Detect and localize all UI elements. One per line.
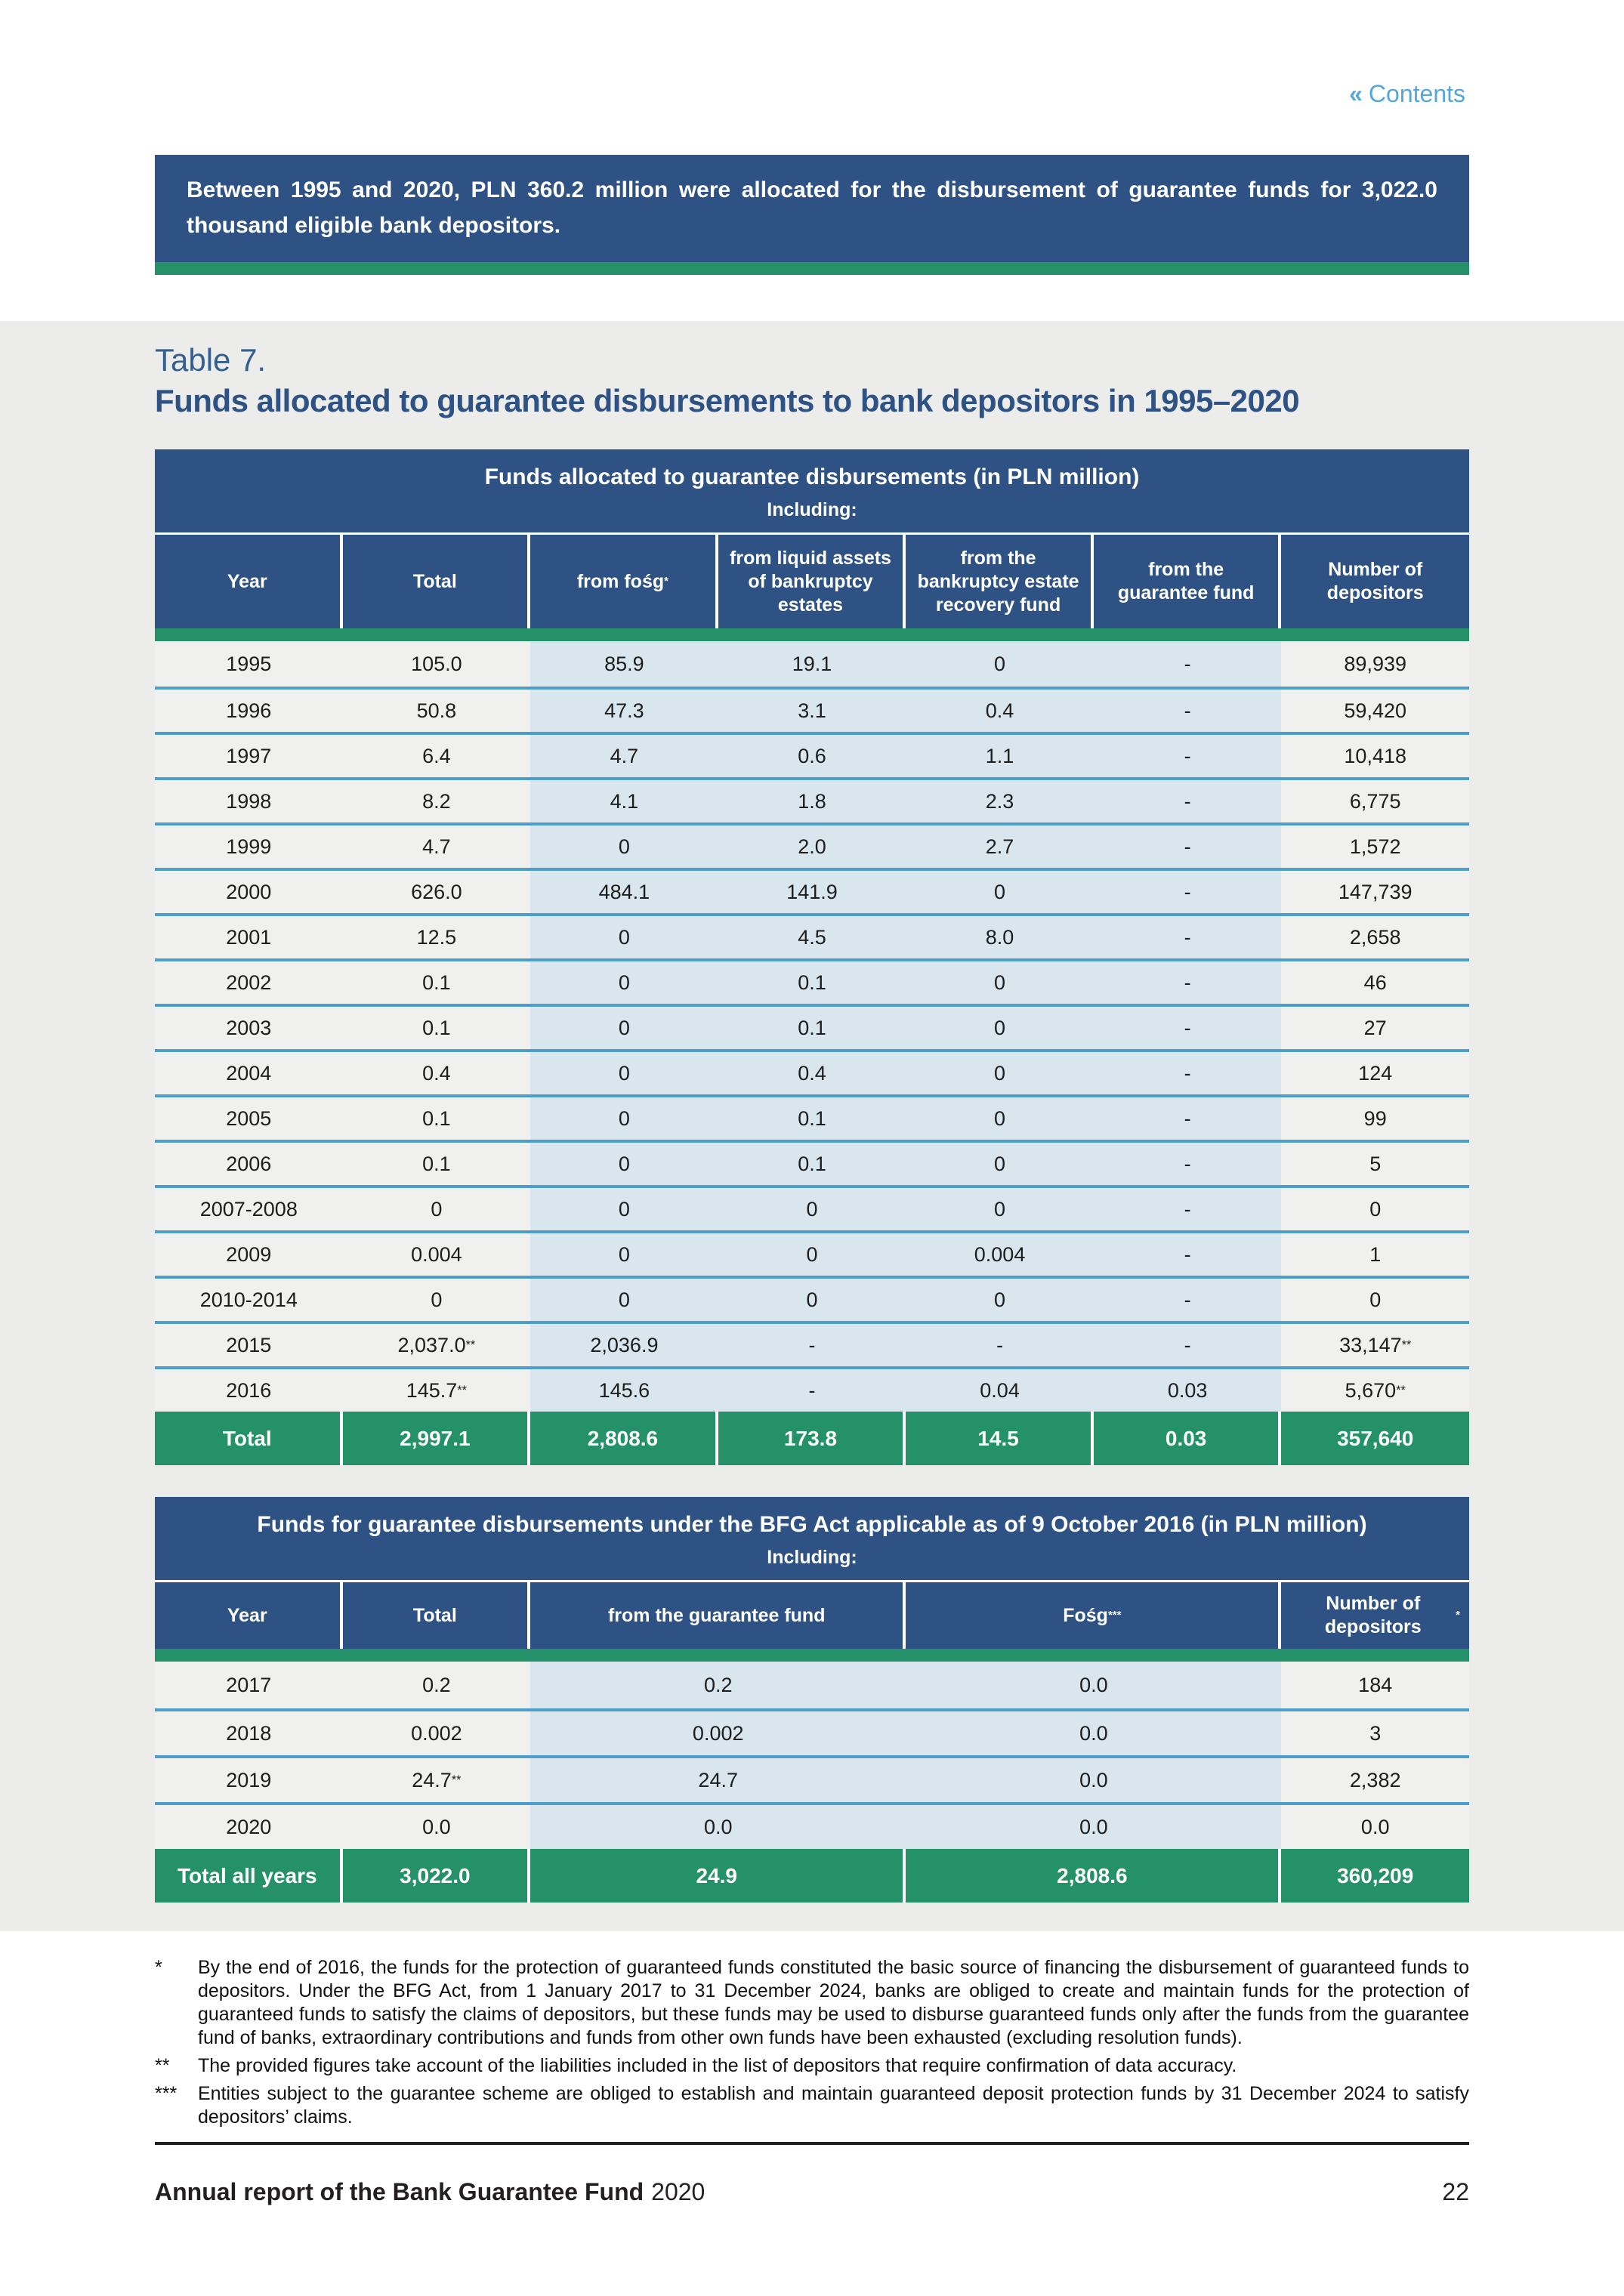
table-cell: 1999 [155,826,343,868]
table-cell: 3 [1281,1711,1469,1755]
table-row [155,1276,1469,1321]
table-cell: 2019 [155,1758,343,1802]
table-cell: 0.1 [343,1007,531,1049]
footnote [155,1956,1469,2050]
table-cell: 1996 [155,690,343,732]
table-cell: - [1094,1188,1282,1230]
table-cell: 10,418 [1281,735,1469,777]
table-cell: 1997 [155,735,343,777]
table-cell: 0 [530,1007,718,1049]
table-cell: 2006 [155,1143,343,1185]
total-cell: 2,997.1 [343,1412,531,1465]
table-cell: 184 [1281,1662,1469,1708]
table-cell: 4.5 [718,916,906,958]
table-cell: 2002 [155,961,343,1004]
table-cell: 0.0 [530,1805,906,1849]
table-cell: 33,147 ** [1281,1324,1469,1366]
total-cell: 0.03 [1094,1412,1282,1465]
table-cell: 89,939 [1281,641,1469,687]
table-row [155,1321,1469,1366]
table-cell: - [1094,871,1282,913]
table-cell: 0.1 [343,961,531,1004]
table-cell: 0 [906,1052,1094,1094]
total-cell: 2,808.6 [906,1849,1281,1903]
table2-header-row [155,1582,1469,1649]
table-cell: 6.4 [343,735,531,777]
table-cell: 19.1 [718,641,906,687]
table-cell: 147,739 [1281,871,1469,913]
total-cell: 24.9 [530,1849,906,1903]
table-cell: 0.0 [343,1805,531,1849]
footer-report-title: Annual report of the Bank Guarantee Fund [155,2178,644,2205]
table-cell: 2.3 [906,780,1094,822]
column-header: from the bankruptcy estate recovery fund [906,535,1094,628]
column-header: Year [155,1582,343,1649]
table-cell: 0 [530,916,718,958]
total-cell: 14.5 [906,1412,1094,1465]
table-cell: - [1094,1279,1282,1321]
table-cell: 6,775 [1281,780,1469,822]
table-row [155,1140,1469,1185]
table-cell: 2010-2014 [155,1279,343,1321]
footnote [155,2082,1469,2129]
table-cell: 85.9 [530,641,718,687]
table-cell: - [718,1369,906,1412]
table-cell: 24.7 [530,1758,906,1802]
table-cell: 0 [530,1188,718,1230]
table-cell: 0.1 [718,1097,906,1140]
table-cell: 484.1 [530,871,718,913]
table1-title: Funds allocated to guarantee disbursements (in PLN million) [484,464,1140,489]
table-cell: 0.4 [718,1052,906,1094]
table-cell: 0.002 [530,1711,906,1755]
column-header: Number of depositors * [1281,1582,1469,1649]
column-header: from liquid assets of bankruptcy estates [718,535,906,628]
table2-accent-bar [155,1649,1469,1662]
table-cell: 0.0 [1281,1805,1469,1849]
table-cell: - [1094,780,1282,822]
table-cell: - [1094,1233,1282,1276]
table1-body [155,641,1469,1412]
column-header: Fośg *** [906,1582,1281,1649]
table-cell: 4.7 [343,826,531,868]
table-cell: 2000 [155,871,343,913]
table-cell: 0.2 [343,1662,531,1708]
table1-including-label: Including: [767,499,857,520]
table-cell: 0.6 [718,735,906,777]
table-cell: 0 [718,1233,906,1276]
table-cell: 0 [906,871,1094,913]
table-cell: 0 [906,1188,1094,1230]
footer-year: 2020 [651,2178,705,2205]
total-cell: Total [155,1412,343,1465]
table-row [155,1755,1469,1802]
table-cell: 2009 [155,1233,343,1276]
table-cell: 145.7 ** [343,1369,531,1412]
table-cell: 50.8 [343,690,531,732]
table-cell: 2,036.9 [530,1324,718,1366]
footnote-marker: *** [155,2083,178,2104]
table-cell: 0.004 [906,1233,1094,1276]
table-cell: 0.4 [343,1052,531,1094]
table1-title-band [155,449,1469,535]
table-cell: - [1094,735,1282,777]
table-cell: 0 [906,1279,1094,1321]
table-cell: - [1094,1052,1282,1094]
footnote-text: By the end of 2016, the funds for the protection of guaranteed funds constituted the basic source of financing the disbursement of guaranteed funds to depositors. Under the BFG Act, from 1 January 2017 to 31 December 2024, banks are obliged to create and maintain funds for the protection of guaranteed funds to satisfy the claims of depositors, but these funds may be used to disburse guaranteed funds only after the funds from the guarantee fund of banks, extraordinary contributions and funds from other own funds have been exhausted (excluding resolution funds). [198,1957,1469,2048]
table-row [155,1802,1469,1849]
table-cell: 0 [718,1279,906,1321]
table-cell: 47.3 [530,690,718,732]
table-cell: - [1094,641,1282,687]
table-cell: 0.2 [530,1662,906,1708]
table-number-label: Table 7. [155,342,267,378]
table-cell: 0 [530,1233,718,1276]
table-row [155,1366,1469,1412]
table-cell: 0.1 [343,1143,531,1185]
table-cell: 0 [906,1007,1094,1049]
table-cell: 0.0 [906,1758,1281,1802]
table-cell: 0.1 [718,1007,906,1049]
total-cell: 360,209 [1281,1849,1469,1903]
table-cell: - [1094,690,1282,732]
table-cell: 1 [1281,1233,1469,1276]
section-title: Funds allocated to guarantee disbursements to bank depositors in 1995–2020 [155,383,1300,418]
table-cell: 2005 [155,1097,343,1140]
table-cell: 24.7 ** [343,1758,531,1802]
table-cell: 46 [1281,961,1469,1004]
table-cell: 0.1 [718,1143,906,1185]
column-header: Number of depositors [1281,535,1469,628]
footer-divider [155,2142,1469,2145]
table-cell: 2015 [155,1324,343,1366]
table-row [155,913,1469,958]
table-cell: 0.04 [906,1369,1094,1412]
table-cell: 8.0 [906,916,1094,958]
table-cell: 145.6 [530,1369,718,1412]
contents-link[interactable] [1349,80,1465,108]
highlight-banner [155,155,1469,275]
table-cell: 124 [1281,1052,1469,1094]
table-row [155,777,1469,822]
footnote [155,2054,1469,2078]
table-row [155,1662,1469,1708]
table-cell: - [718,1324,906,1366]
table-row [155,1004,1469,1049]
table-cell: 0 [530,961,718,1004]
table-cell: 0 [906,641,1094,687]
footnote-text: Entities subject to the guarantee scheme are obliged to establish and maintain guaranteed deposit protection funds by 31 December 2024 to satisfy depositors’ claims. [198,2083,1469,2128]
column-header: Year [155,535,343,628]
table-row [155,1230,1469,1276]
table-cell: 2003 [155,1007,343,1049]
table-cell: 99 [1281,1097,1469,1140]
table-row [155,868,1469,913]
table-cell: 0.0 [906,1711,1281,1755]
table-cell: 0 [1281,1279,1469,1321]
table2-title-band [155,1497,1469,1582]
table-cell: 0 [718,1188,906,1230]
table-cell: 0.0 [906,1805,1281,1849]
total-cell: 2,808.6 [530,1412,718,1465]
table-row [155,732,1469,777]
footnote-marker: ** [155,2055,170,2076]
banner-text: Between 1995 and 2020, PLN 360.2 million were allocated for the disbursement of guarantee funds for 3,022.0 thousand eligible bank depositors. [155,155,1469,262]
table-cell: 141.9 [718,871,906,913]
table-cell: 2017 [155,1662,343,1708]
table-cell: 1998 [155,780,343,822]
total-cell: 173.8 [718,1412,906,1465]
table-cell: 2020 [155,1805,343,1849]
table-cell: 0 [530,1279,718,1321]
table-cell: 0.0 [906,1662,1281,1708]
table-cell: 2004 [155,1052,343,1094]
table1-total-row [155,1412,1469,1465]
table-cell: 0.4 [906,690,1094,732]
table-cell: 0.004 [343,1233,531,1276]
table2-including-label: Including: [767,1547,857,1568]
table2-body [155,1662,1469,1849]
table-row [155,958,1469,1004]
table1-accent-bar [155,628,1469,641]
total-cell: 3,022.0 [343,1849,531,1903]
table-row [155,1185,1469,1230]
table-cell: - [906,1324,1094,1366]
table-row [155,1049,1469,1094]
table-cell: - [1094,1007,1282,1049]
column-header: Total [343,535,531,628]
table-cell: 4.1 [530,780,718,822]
content-section [0,321,1624,1931]
table-cell: 12.5 [343,916,531,958]
table-funds-bfg-act [155,1497,1469,1903]
table-row [155,1094,1469,1140]
table-cell: 626.0 [343,871,531,913]
table-cell: 3.1 [718,690,906,732]
table-cell: 0 [906,1097,1094,1140]
table1-header-row [155,535,1469,628]
total-cell: 357,640 [1281,1412,1469,1465]
table-cell: - [1094,916,1282,958]
table-cell: 0 [343,1279,531,1321]
table-cell: 0 [906,961,1094,1004]
table-cell: 0 [343,1188,531,1230]
column-header: Total [343,1582,531,1649]
table-cell: 2,037.0 ** [343,1324,531,1366]
table-cell: 2016 [155,1369,343,1412]
banner-accent-bar [155,262,1469,275]
table-cell: 2,658 [1281,916,1469,958]
table-cell: 0 [530,1097,718,1140]
column-header: from fośg * [530,535,718,628]
table-cell: 8.2 [343,780,531,822]
column-header: from the guarantee fund [530,1582,906,1649]
table-cell: 0.1 [718,961,906,1004]
double-chevron-left-icon: « [1349,80,1361,107]
table-cell: 2.0 [718,826,906,868]
table-cell: 0.1 [343,1097,531,1140]
column-header: from the guarantee fund [1094,535,1282,628]
table-cell: 2.7 [906,826,1094,868]
table-row [155,687,1469,732]
table-cell: - [1094,961,1282,1004]
page-number: 22 [1442,2178,1469,2205]
table-cell: 59,420 [1281,690,1469,732]
table-cell: 2007-2008 [155,1188,343,1230]
table-funds-1995-2020 [155,449,1469,1465]
table-cell: - [1094,826,1282,868]
footnotes [155,1956,1469,2134]
table-cell: 2018 [155,1711,343,1755]
table-cell: 0.03 [1094,1369,1282,1412]
table-cell: 0 [906,1143,1094,1185]
table-row [155,822,1469,868]
footnote-text: The provided figures take account of the liabilities included in the list of depositors that require confirmation of data accuracy. [198,2055,1237,2076]
table-cell: 4.7 [530,735,718,777]
footnote-marker: * [155,1957,162,1978]
table-cell: 0 [530,826,718,868]
table-cell: - [1094,1143,1282,1185]
table-cell: 1.8 [718,780,906,822]
table-row [155,641,1469,687]
table-cell: 1.1 [906,735,1094,777]
table-cell: 105.0 [343,641,531,687]
table2-total-row [155,1849,1469,1903]
table-cell: 5,670 ** [1281,1369,1469,1412]
footer-report-name [155,2178,705,2206]
table-cell: - [1094,1097,1282,1140]
table-row [155,1708,1469,1755]
table-cell: 0 [530,1143,718,1185]
table-cell: 2001 [155,916,343,958]
table-cell: 27 [1281,1007,1469,1049]
total-cell: Total all years [155,1849,343,1903]
table-cell: 1995 [155,641,343,687]
table-cell: 0.002 [343,1711,531,1755]
table-cell: 1,572 [1281,826,1469,868]
table-cell: 0 [1281,1188,1469,1230]
page-footer [155,2178,1469,2206]
table2-title: Funds for guarantee disbursements under the BFG Act applicable as of 9 October 2016 (in PLN million) [257,1512,1367,1537]
table-cell: 5 [1281,1143,1469,1185]
table-cell: 0 [530,1052,718,1094]
table-cell: - [1094,1324,1282,1366]
contents-link-label: Contents [1368,80,1465,107]
table-cell: 2,382 [1281,1758,1469,1802]
